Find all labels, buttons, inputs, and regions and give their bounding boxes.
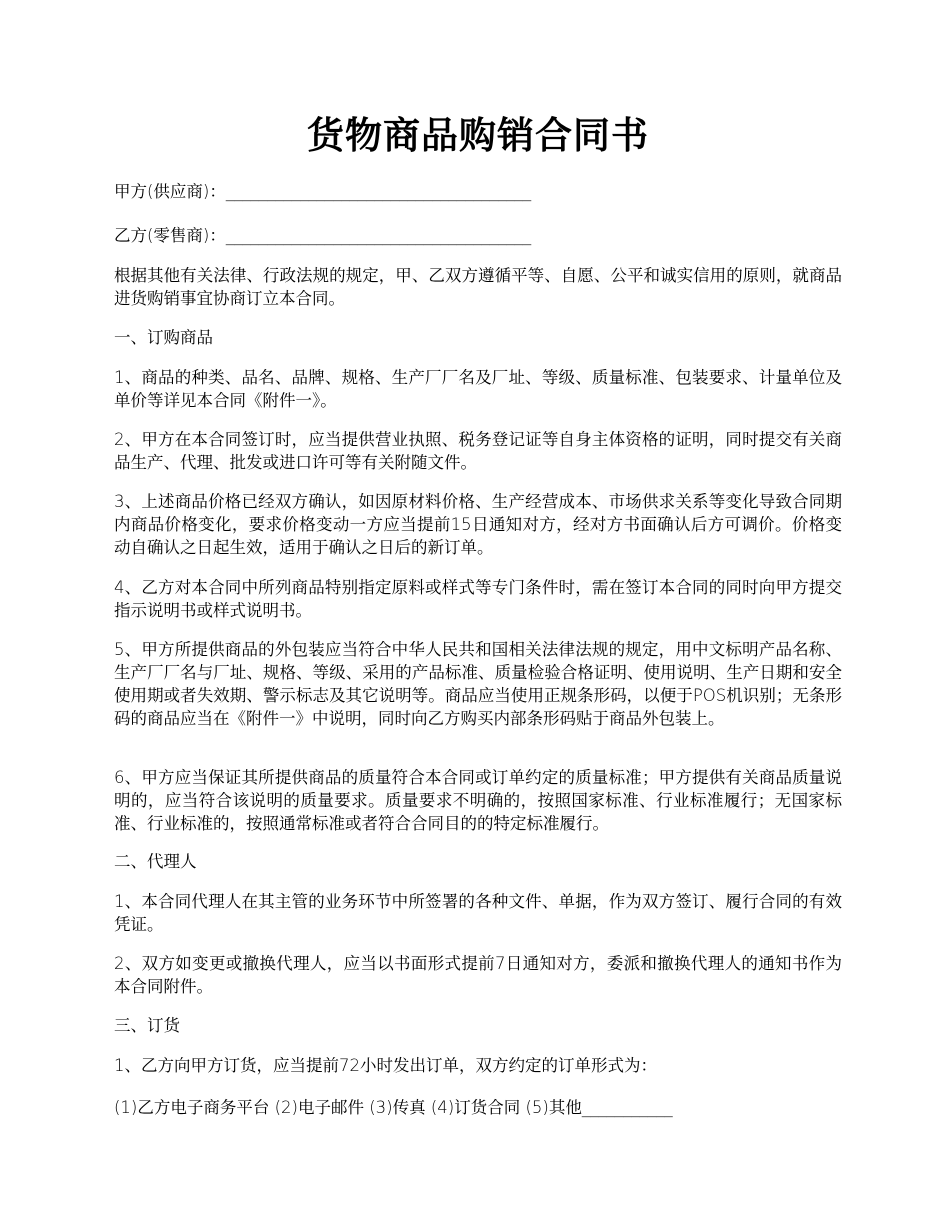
clause-3-1: 1、乙方向甲方订货，应当提前72小时发出订单，双方约定的订单形式为： <box>114 1056 657 1075</box>
clause-1-2: 2、甲方在本合同签订时，应当提供营业执照、税务登记证等自身主体资格的证明，同时提交有关商品生产、代理、批发或进口许可等有关附随文件。 <box>114 430 842 472</box>
order-form-options: (1)乙方电子商务平台 (2)电子邮件 (3)传真 (4)订货合同 (5)其他___________ <box>114 1098 673 1117</box>
clause-1-3: 3、上述商品价格已经双方确认，如因原材料价格、生产经营成本、市场供求关系等变化导致合同期内商品价格变化，要求价格变动一方应当提前15日通知对方，经对方书面确认后方可调价。价格变动自确认之日起生效，适用于确认之日后的新订单。 <box>114 492 842 557</box>
clause-1-5: 5、甲方所提供商品的外包装应当符合中华人民共和国相关法律法规的规定，用中文标明产品名称、生产厂厂名与厂址、规格、等级、采用的产品标准、质量检验合格证明、使用说明、生产日期和安全使用期或者失效期、警示标志及其它说明等。商品应当使用正规条形码，以便于POS机识别；无条形码的商品应当在《附件一》中说明，同时向乙方购买内部条形码贴于商品外包装上。 <box>114 640 842 728</box>
section-1-heading: 一、订购商品 <box>114 328 213 347</box>
clause-2-2: 2、双方如变更或撤换代理人，应当以书面形式提前7日通知对方，委派和撤换代理人的通知书作为本合同附件。 <box>114 954 842 996</box>
section-3-heading: 三、订货 <box>114 1016 180 1035</box>
clause-1-1: 1、商品的种类、品名、品牌、规格、生产厂厂名及厂址、等级、质量标准、包装要求、计量单位及单价等详见本合同《附件一》。 <box>114 368 842 410</box>
clause-1-4: 4、乙方对本合同中所列商品特别指定原料或样式等专门条件时，需在签订本合同的同时向甲方提交指示说明书或样式说明书。 <box>114 578 842 620</box>
section-2-heading: 二、代理人 <box>114 852 197 871</box>
party-b-line: 乙方(零售商)：_____________________________________ <box>114 226 532 245</box>
clause-2-1: 1、本合同代理人在其主管的业务环节中所签署的各种文件、单据，作为双方签订、履行合同的有效凭证。 <box>114 892 842 934</box>
party-a-line: 甲方(供应商)：_____________________________________ <box>114 182 532 201</box>
clause-1-6: 6、甲方应当保证其所提供商品的质量符合本合同或订单约定的质量标准；甲方提供有关商品质量说明的，应当符合该说明的质量要求。质量要求不明确的，按照国家标准、行业标准履行；无国家标准、行业标准的，按照通常标准或者符合合同目的的特定标准履行。 <box>114 768 842 833</box>
document-title: 货物商品购销合同书 <box>307 114 649 157</box>
intro-paragraph: 根据其他有关法律、行政法规的规定，甲、乙双方遵循平等、自愿、公平和诚实信用的原则，就商品进货购销事宜协商订立本合同。 <box>114 266 842 308</box>
